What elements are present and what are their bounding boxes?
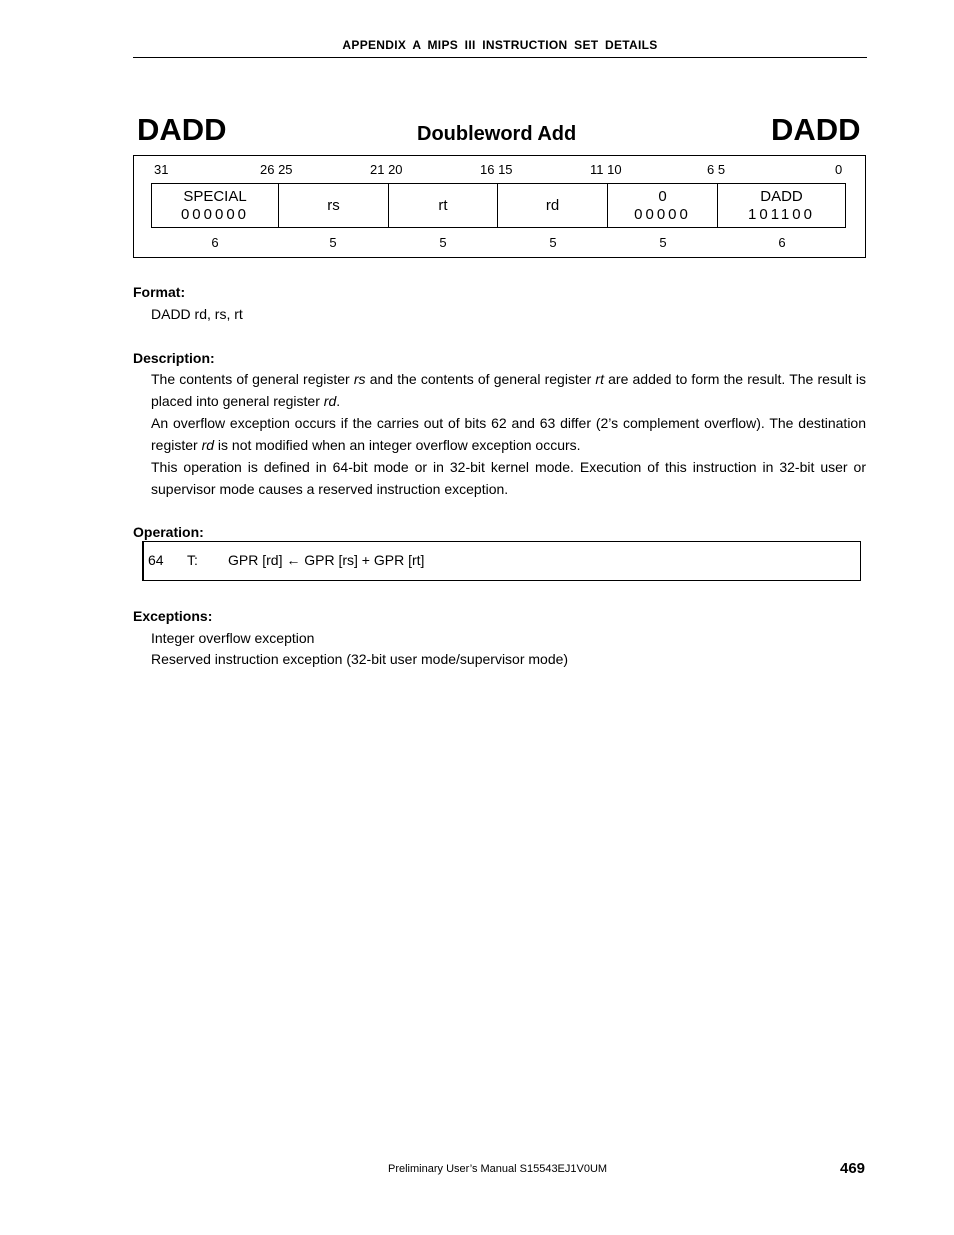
field-name: rs <box>327 196 340 214</box>
exception-item: Reserved instruction exception (32-bit user mode/supervisor mode) <box>151 651 569 667</box>
operation-expression: GPR [rd] ← GPR [rs] + GPR [rt] <box>228 552 425 568</box>
format-heading: Format: <box>133 284 186 300</box>
bit-label: 11 10 <box>590 162 622 177</box>
bit-label: 21 20 <box>370 162 403 177</box>
field-code: 101100 <box>748 205 815 223</box>
operation-stage: T: <box>187 552 198 568</box>
description-paragraph: This operation is defined in 64-bit mode or in 32-bit kernel mode. Execution of this instruction in 32-bit user or supervisor mode causes a reserved instruction exception. <box>151 459 866 497</box>
header-divider <box>133 57 867 58</box>
page-number: 469 <box>840 1160 866 1177</box>
footer-manual-title: Preliminary User’s Manual S15543EJ1V0UM <box>388 1163 608 1175</box>
field-code: 000000 <box>180 205 250 223</box>
encoding-field-rs <box>278 183 389 228</box>
description-heading: Description: <box>133 350 215 366</box>
encoding-field-zero <box>607 183 718 228</box>
field-code: 00000 <box>634 205 691 223</box>
field-width: 5 <box>549 235 557 250</box>
field-width: 6 <box>211 235 219 250</box>
field-width: 5 <box>439 235 447 250</box>
encoding-field-function <box>717 183 846 228</box>
description-paragraph: An overflow exception occurs if the carries out of bits 62 and 63 differ (2’s complement overflow). The destination register rd is not modified when an integer overflow exception occurs. <box>151 415 866 453</box>
encoding-field-special <box>151 183 279 228</box>
field-width: 5 <box>329 235 337 250</box>
field-name: SPECIAL <box>183 187 247 205</box>
field-name: DADD <box>760 187 803 205</box>
field-width: 5 <box>659 235 667 250</box>
bit-label: 31 <box>154 162 169 177</box>
field-name: 0 <box>658 187 667 205</box>
format-syntax: DADD rd, rs, rt <box>151 306 243 322</box>
bit-label: 16 15 <box>480 162 513 177</box>
running-header: APPENDIX A MIPS III INSTRUCTION SET DETAILS <box>342 38 658 52</box>
field-width: 6 <box>778 235 786 250</box>
instruction-mnemonic-right: DADD <box>771 112 861 147</box>
instruction-mnemonic-left: DADD <box>137 112 227 147</box>
operation-heading: Operation: <box>133 524 204 540</box>
operation-mode: 64 <box>148 552 164 568</box>
bit-label: 0 <box>835 162 843 177</box>
instruction-name: Doubleword Add <box>417 123 577 145</box>
encoding-field-rd <box>497 183 608 228</box>
field-name: rt <box>438 196 448 214</box>
bit-label: 26 25 <box>260 162 293 177</box>
exceptions-heading: Exceptions: <box>133 608 213 624</box>
encoding-field-rt <box>388 183 498 228</box>
exception-item: Integer overflow exception <box>151 630 315 646</box>
bit-label: 6 5 <box>707 162 726 177</box>
field-name: rd <box>545 196 560 214</box>
description-paragraph: The contents of general register rs and the contents of general register rt are added to form the result. The result is placed into general register rd. <box>151 371 866 409</box>
